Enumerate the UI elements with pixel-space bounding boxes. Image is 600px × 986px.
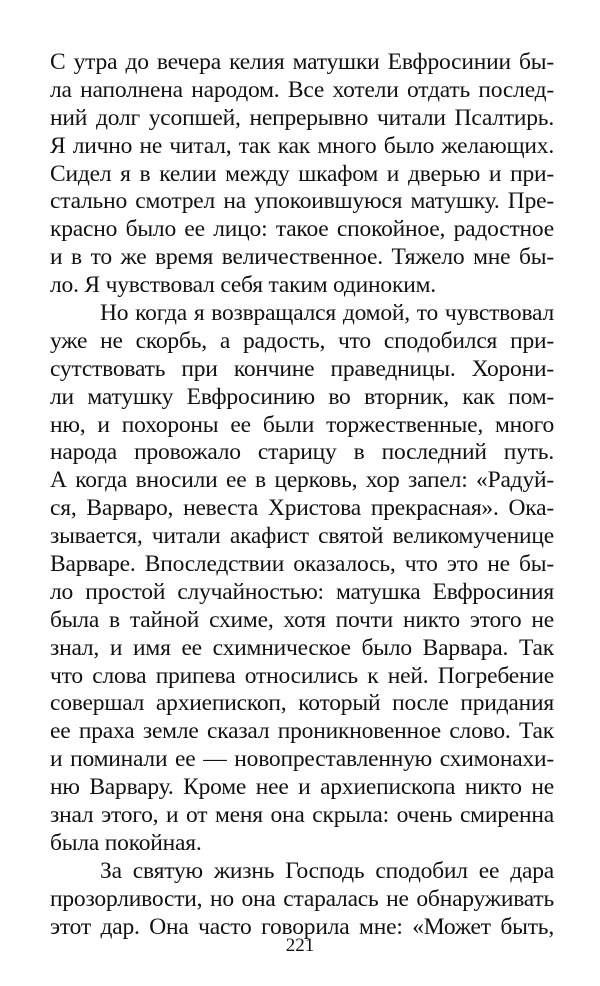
text-line: что слова припева относились к ней. Погребение — [50, 662, 554, 689]
paragraph-3 — [50, 858, 554, 942]
paragraph-2 — [50, 300, 554, 858]
text-line: Сидел я в келии между шкафом и дверью и при- — [50, 160, 554, 187]
text-line: За святую жизнь Господь сподобил ее дара — [100, 857, 554, 884]
text-line: знал, и имя ее схимническое было Варвара. Так — [50, 634, 554, 661]
page-number: 221 — [285, 935, 315, 956]
text-line: прозорливости, но она старалась не обнаруживать — [50, 885, 554, 912]
text-line: ли матушку Евфросинию во вторник, как пом- — [50, 383, 554, 410]
text-line: этот дар. Она часто говорила мне: «Может быть, — [50, 913, 554, 940]
text-line: ла наполнена народом. Все хотели отдать послед- — [50, 76, 554, 103]
text-line: ню Варвару. Кроме нее и архиепископа никто не — [50, 774, 554, 801]
text-line: и поминали ее — новопреставленную схимонахи- — [50, 746, 554, 773]
text-line: ся, Варваро, невеста Христова прекрасная». Ока- — [50, 495, 554, 522]
text-line: знал этого, и от меня она скрыла: очень смиренна — [50, 802, 554, 829]
text-line: Варваре. Впоследствии оказалось, что это не бы- — [50, 551, 554, 578]
text-line: ний долг усопшей, непрерывно читали Псалтирь. — [50, 104, 554, 131]
text-line: сутствовать при кончине праведницы. Хорони- — [50, 355, 554, 382]
text-line: зывается, читали акафист святой великомученице — [50, 523, 554, 550]
text-line: ню, и похороны ее были торжественные, много — [50, 411, 554, 438]
text-line: уже не скорбь, а радость, что сподобился при- — [50, 327, 554, 354]
text-line: народа провожало старицу в последний путь. — [50, 439, 554, 466]
text-line: Но когда я возвращался домой, то чувствовал — [100, 300, 554, 327]
text-line: ло простой случайностью: матушка Евфросиния — [50, 578, 554, 605]
paragraph-1 — [50, 49, 554, 300]
text-line: Я лично не читал, так как много было желающих. — [50, 132, 554, 159]
text-line: ее праха земле сказал проникновенное слово. Так — [50, 718, 554, 745]
text-line: и в то же время величественное. Тяжело мне бы- — [50, 244, 554, 271]
text-line: стально смотрел на упокоившуюся матушку. Пре- — [50, 188, 554, 215]
text-line: ло. Я чувствовал себя таким одиноким. — [50, 272, 436, 299]
text-line: была в тайной схиме, хотя почти никто этого не — [50, 606, 554, 633]
text-line: С утра до вечера келия матушки Евфросинии бы- — [50, 49, 554, 75]
text-line: красно было ее лицо: такое спокойное, радостное — [50, 216, 554, 243]
text-line: была покойная. — [50, 829, 202, 856]
text-line: совершал архиепископ, который после придания — [50, 690, 554, 717]
page-body — [50, 49, 554, 942]
text-line: А когда вносили ее в церковь, хор запел: «Радуй- — [50, 467, 554, 494]
